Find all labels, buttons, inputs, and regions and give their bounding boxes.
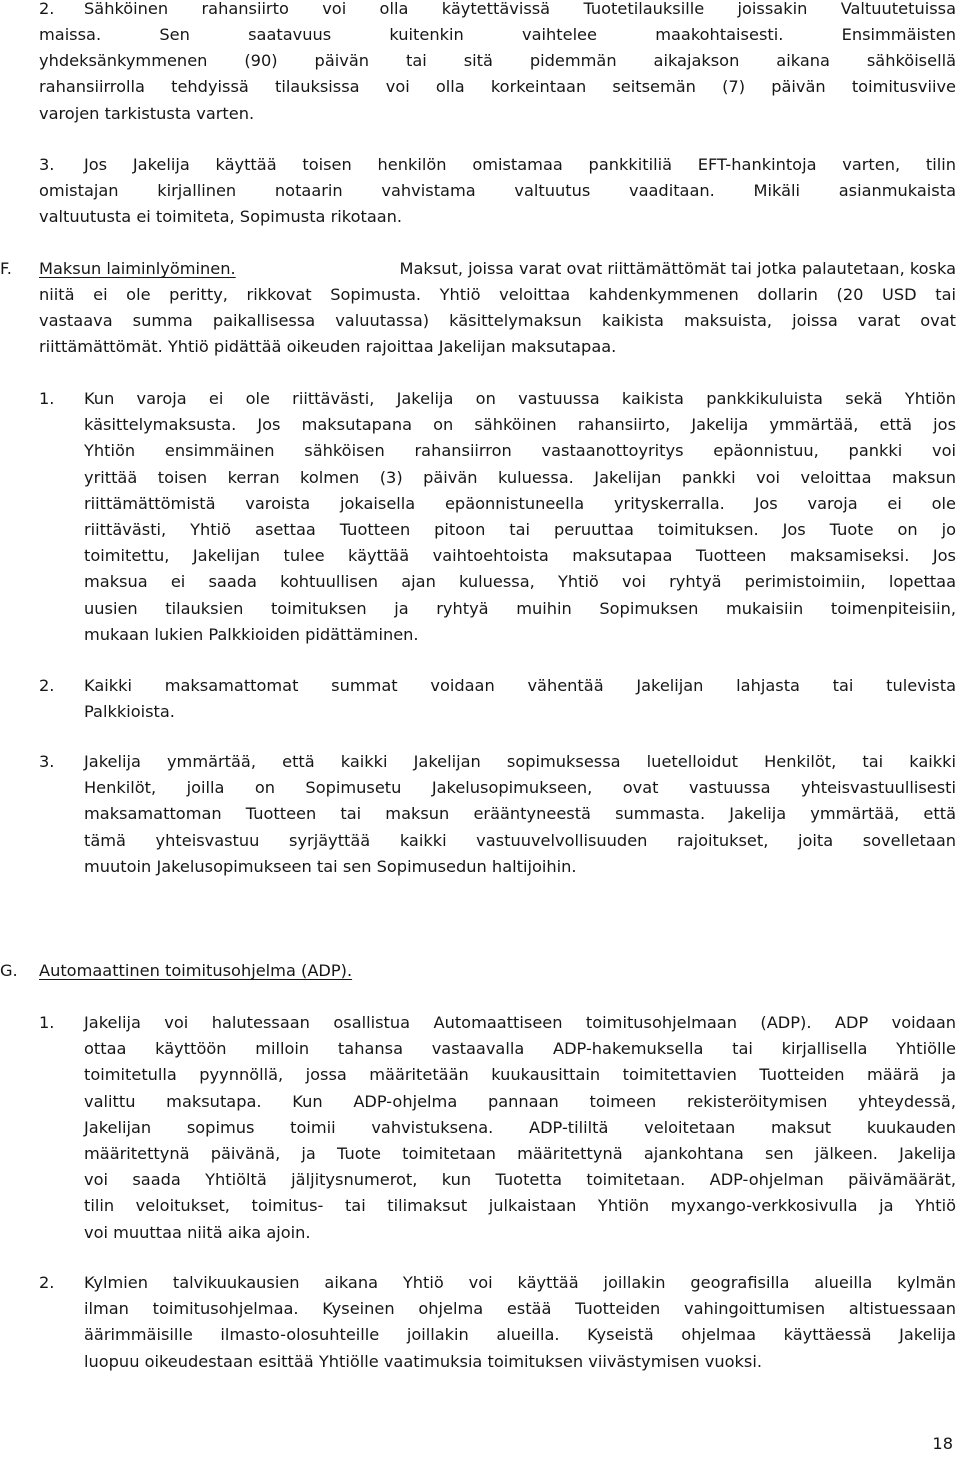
- text-line: muutoin Jakelusopimukseen tai sen Sopimusedun haltijoihin.: [84, 856, 577, 876]
- text-line: ilman toimitusohjelmaa. Kyseinen ohjelma estää Tuotteiden vahingoittumisen altistuessaan: [84, 1299, 956, 1319]
- text-line: toimitetulla pyynnöllä, jossa määritetään kuukausittain toimitettavien Tuotteiden määrä ja: [84, 1065, 956, 1085]
- text-line: tämä yhteisvastuu syrjäyttää kaikki vastuuvelvollisuuden rajoitukset, joita sovelletaan: [84, 830, 956, 850]
- text-line: varojen tarkistusta varten.: [39, 103, 255, 123]
- item-number: 1.: [39, 1013, 55, 1032]
- item-number: 1.: [39, 389, 55, 408]
- text-line: käsittelymaksusta. Jos maksutapana on sähköinen rahansiirto, Jakelija ymmärtää, että jos: [84, 415, 956, 435]
- text-line: voi saada Yhtiöltä jäljitysnumerot, kun Tuotetta toimitetaan. ADP-ohjelman päivämäärät,: [84, 1170, 956, 1190]
- text-line: Jakelijan sopimus toimii vahvistuksena. ADP-tililtä veloitetaan maksut kuukauden: [84, 1117, 956, 1137]
- text-line: maksua ei saada kohtuullisen ajan kuluessa, Yhtiö voi ryhtyä perimistoimiin, lopettaa: [84, 572, 956, 592]
- text-line: Jakelija voi halutessaan osallistua Automaattiseen toimitusohjelmaan (ADP). ADP voidaan: [84, 1013, 956, 1032]
- text-line: riittämättömistä varoista jokaisella epäonnistuneella yrityskerralla. Jos varoja ei ole: [84, 493, 956, 513]
- text-line: toimitettu, Jakelijan tulee käyttää vaihtoehtoista maksutapaa Tuotteen maksamiseksi. Jos: [84, 546, 956, 566]
- text-line: valittu maksutapa. Kun ADP-ohjelma pannaan toimeen rekisteröitymisen yhteydessä,: [84, 1091, 956, 1111]
- section-letter: G.: [0, 961, 18, 980]
- item-number: 2.: [39, 0, 55, 18]
- text-line: määritettynä päivänä, ja Tuote toimitetaan määritettynä ajankohtana sen jälkeen. Jakelija: [84, 1144, 956, 1164]
- text-line: niitä ei ole peritty, rikkovat Sopimusta. Yhtiö veloittaa kahdenkymmenen dollarin (20 USD tai: [39, 285, 956, 304]
- text-line: Sähköinen rahansiirto voi olla käytettävissä Tuotetilauksille joissakin Valtuutetuissa: [84, 0, 956, 18]
- item-number: 2.: [39, 676, 55, 695]
- item-number: 3.: [39, 752, 55, 771]
- item-number: 2.: [39, 1273, 55, 1292]
- text-line: valtuutusta ei toimiteta, Sopimusta rikotaan.: [39, 207, 403, 227]
- text-line: ottaa käyttöön milloin tahansa vastaavalla ADP-hakemuksella tai kirjallisella Yhtiölle: [84, 1039, 956, 1059]
- text-line: äärimmäisille ilmasto-olosuhteille joillakin alueilla. Kyseistä ohjelmaa käyttäessä Jakelija: [84, 1325, 956, 1345]
- text-line: voi muuttaa niitä aika ajoin.: [84, 1222, 311, 1242]
- text-line: vastaava summa paikallisessa valuutassa) käsittelymaksun kaikista maksuista, joissa varat ovat: [39, 311, 956, 331]
- text-line: luopuu oikeudestaan esittää Yhtiölle vaatimuksia toimituksen viivästymisen vuoksi.: [84, 1351, 762, 1371]
- text-line: Yhtiön ensimmäinen sähköisen rahansiirron vastaanottoyritys epäonnistuu, pankki voi: [84, 441, 956, 461]
- section-title: Automaattinen toimitusohjelma (ADP).: [39, 961, 353, 980]
- text-line: rahansiirrolla tehdyissä tilauksissa voi olla korkeintaan seitsemän (7) päivän toimitusviive: [39, 77, 956, 97]
- text-line: Jos Jakelija käyttää toisen henkilön omistamaa pankkitiliä EFT-hankintoja varten, tilin: [84, 155, 956, 174]
- item-number: 3.: [39, 155, 55, 174]
- section-letter: F.: [0, 259, 12, 278]
- text-line: omistajan kirjallinen notaarin vahvistama valtuutus vaaditaan. Mikäli asianmukaista: [39, 181, 956, 200]
- text-line: yhdeksänkymmenen (90) päivän tai sitä pidemmän aikajakson aikana sähköisellä: [39, 51, 956, 71]
- text-line: Henkilöt, joilla on Sopimusetu Jakelusopimukseen, ovat vastuussa yhteisvastuullisesti: [84, 778, 956, 798]
- text-line: riittävästi, Yhtiö asettaa Tuotteen pitoon tai peruuttaa toimituksen. Jos Tuote on jo: [84, 520, 956, 540]
- text-line: riittämättömät. Yhtiö pidättää oikeuden rajoittaa Jakelijan maksutapaa.: [39, 337, 617, 357]
- text-line: uusien tilauksien toimituksen ja ryhtyä muihin Sopimuksen mukaisiin toimenpiteisiin,: [84, 598, 956, 618]
- text-line: Kylmien talvikuukausien aikana Yhtiö voi käyttää joillakin geografisilla alueilla kylmän: [84, 1273, 956, 1292]
- text-line: maissa. Sen saatavuus kuitenkin vaihtelee maakohtaisesti. Ensimmäisten: [39, 25, 956, 44]
- text-line: Maksut, joissa varat ovat riittämättömät tai jotka palautetaan, koska: [399, 259, 956, 278]
- text-line: Palkkioista.: [84, 702, 175, 722]
- text-line: Kun varoja ei ole riittävästi, Jakelija on vastuussa kaikista pankkikuluista sekä Yhtiön: [84, 389, 956, 408]
- text-line: tilin veloitukset, toimitus- tai tilimaksut julkaistaan Yhtiön myxango-verkkosivulla ja Yhtiö: [84, 1196, 956, 1216]
- text-line: Kaikki maksamattomat summat voidaan vähentää Jakelijan lahjasta tai tulevista: [84, 676, 956, 695]
- section-title: Maksun laiminlyöminen.: [39, 259, 236, 278]
- text-line: mukaan lukien Palkkioiden pidättäminen.: [84, 624, 419, 644]
- text-line: yrittää toisen kerran kolmen (3) päivän kuluessa. Jakelijan pankki voi veloittaa maksun: [84, 467, 956, 487]
- text-line: maksamattoman Tuotteen tai maksun erääntyneestä summasta. Jakelija ymmärtää, että: [84, 804, 956, 824]
- text-line: Jakelija ymmärtää, että kaikki Jakelijan sopimuksessa luetelloidut Henkilöt, tai kaikki: [84, 752, 956, 771]
- page-number: 18: [932, 1434, 953, 1453]
